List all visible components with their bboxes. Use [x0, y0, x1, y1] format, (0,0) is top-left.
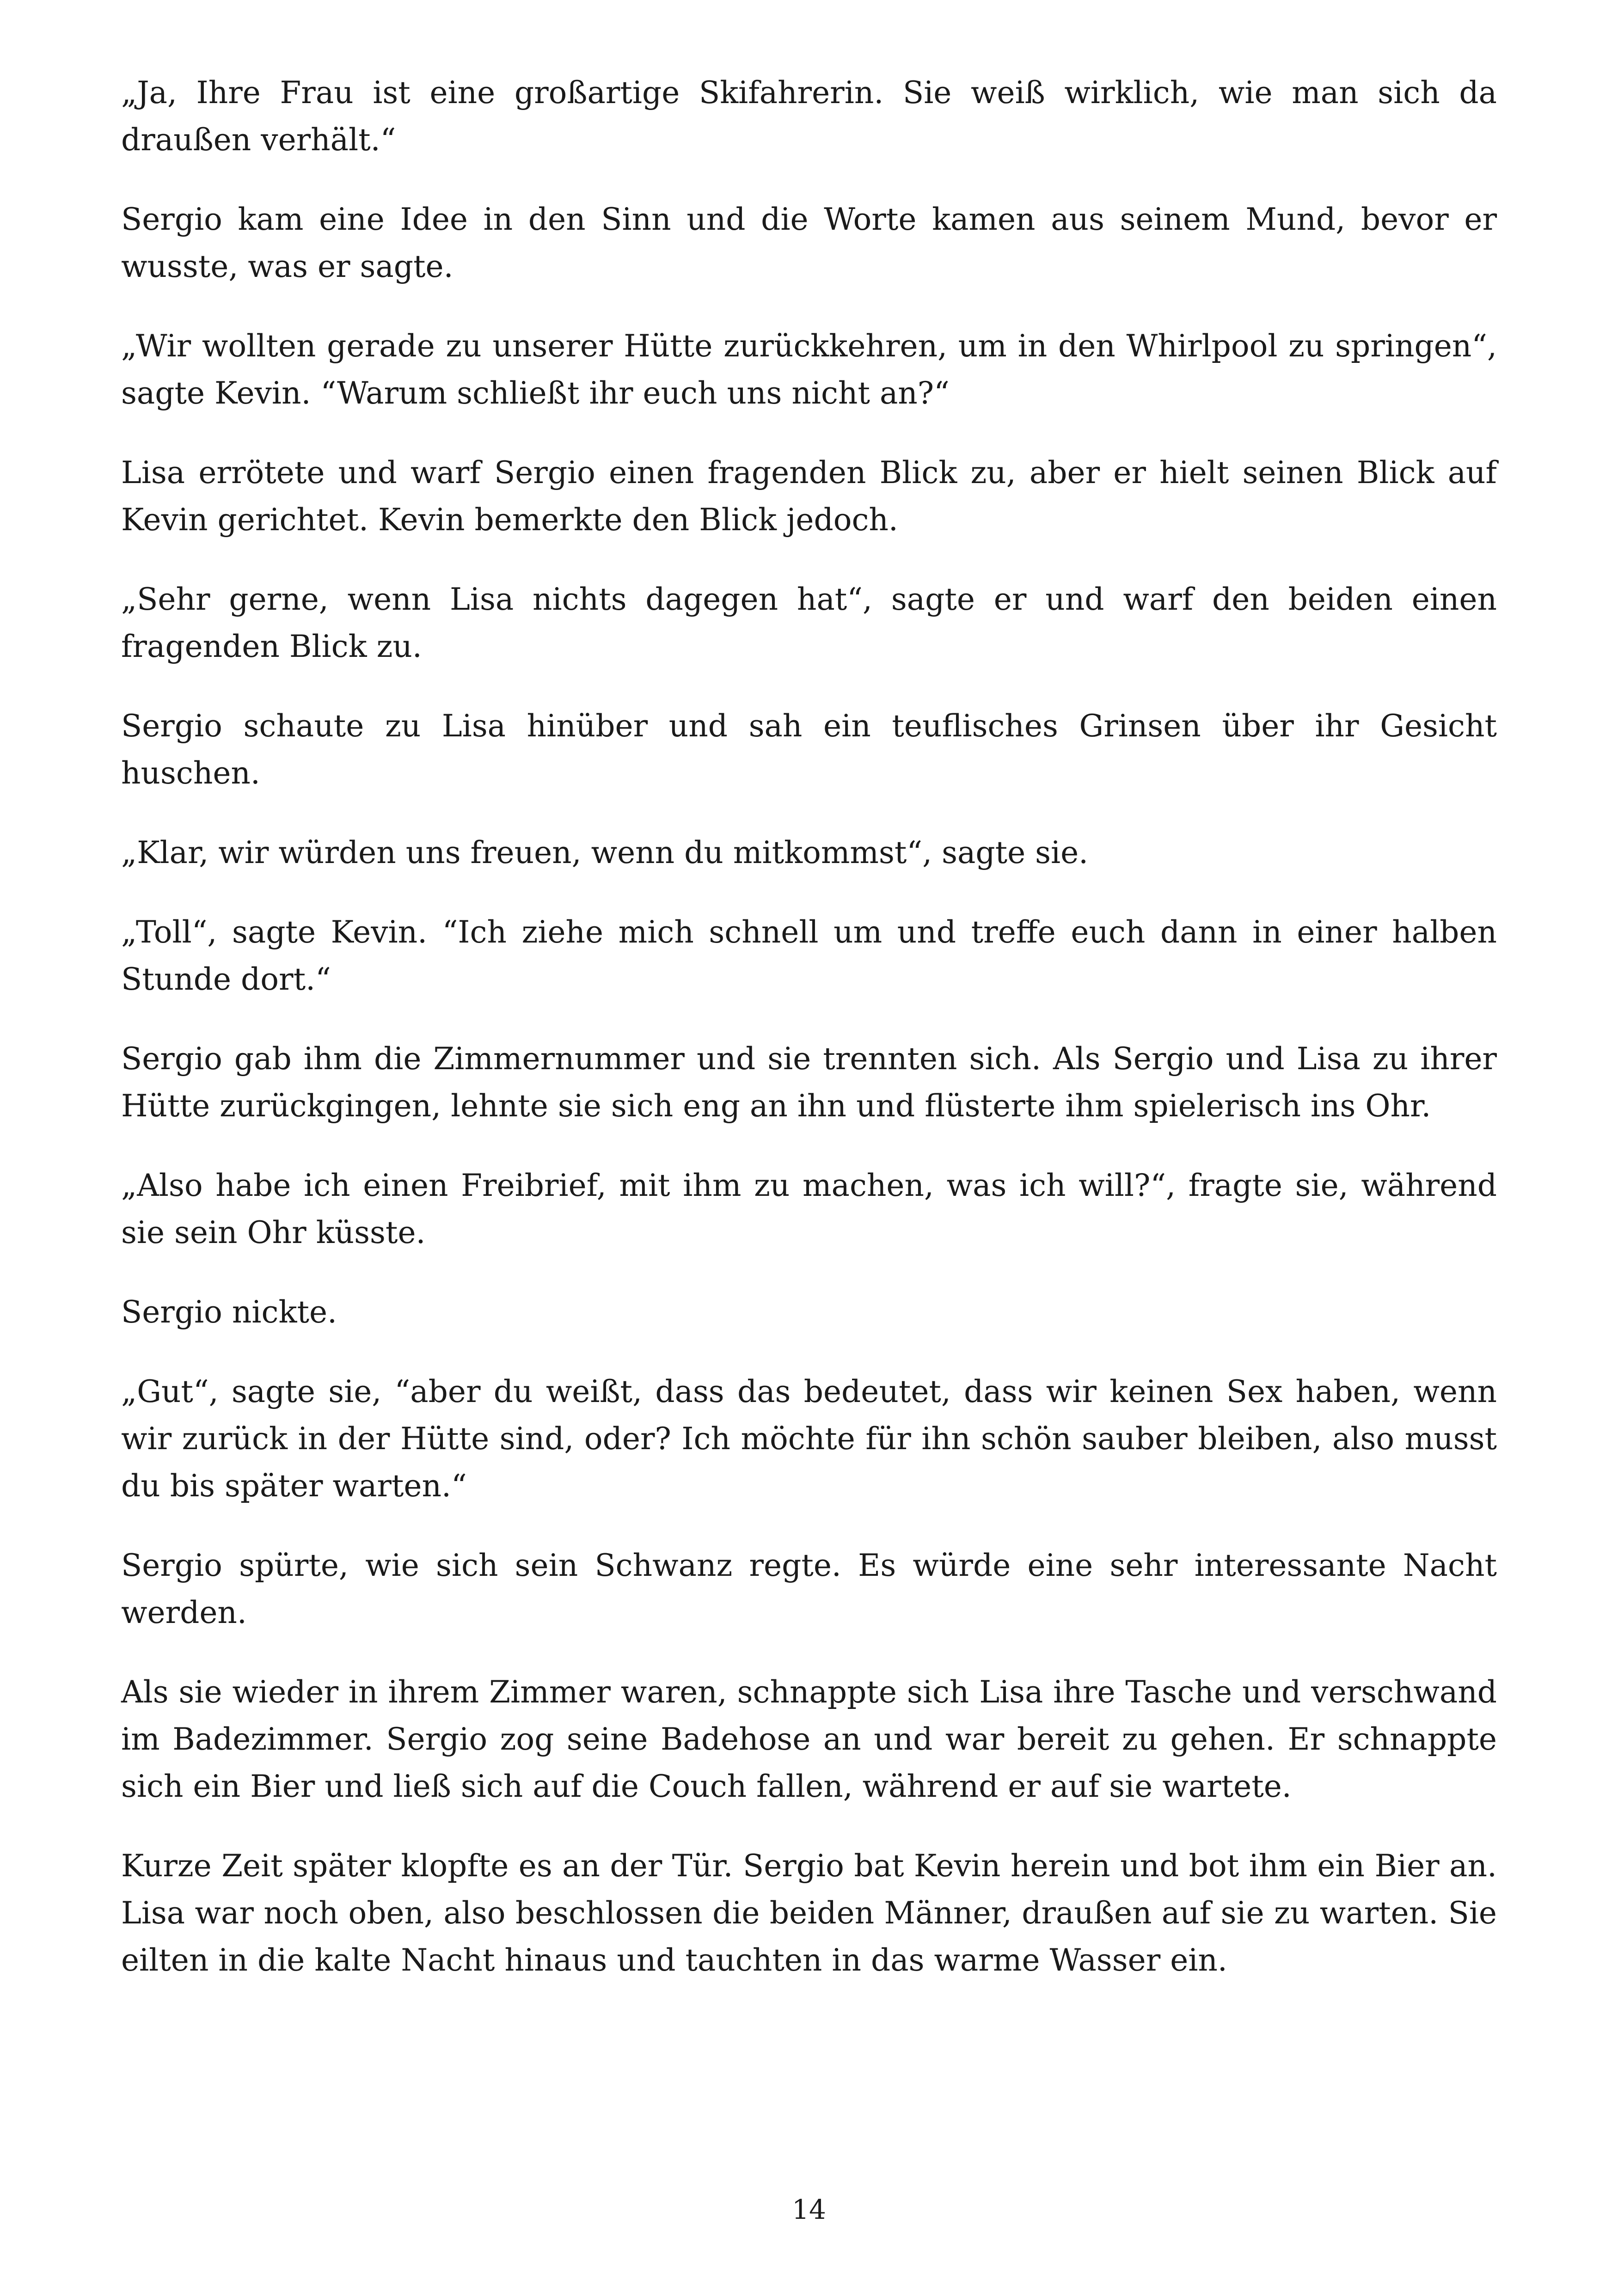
paragraph: Sergio kam eine Idee in den Sinn und die Worte kamen aus seinem Mund, bevor er wusste, was er sagte.	[121, 202, 1497, 284]
paragraph: „Toll“, sagte Kevin. “Ich ziehe mich schnell um und treffe euch dann in einer halben Stunde dort.“	[121, 914, 1497, 997]
paragraph: „Klar, wir würden uns freuen, wenn du mitkommst“, sagte sie.	[121, 835, 1089, 870]
paragraph: Sergio nickte.	[121, 1294, 337, 1330]
paragraph: „Sehr gerne, wenn Lisa nichts dagegen hat“, sagte er und warf den beiden einen fragenden Blick zu.	[121, 582, 1497, 664]
paragraph: „Ja, Ihre Frau ist eine großartige Skifahrerin. Sie weiß wirklich, wie man sich da draußen verhält.“	[121, 75, 1497, 158]
paragraph: „Gut“, sagte sie, “aber du weißt, dass das bedeutet, dass wir keinen Sex haben, wenn wir zurück in der Hütte sind, oder? Ich möchte für ihn schön sauber bleiben, also musst du bis später warten.“	[121, 1374, 1497, 1504]
paragraph: „Wir wollten gerade zu unserer Hütte zurückkehren, um in den Whirlpool zu springen“, sagte Kevin. “Warum schließt ihr euch uns nicht an?“	[121, 328, 1497, 411]
paragraph: Lisa errötete und warf Sergio einen fragenden Blick zu, aber er hielt seinen Blick auf Kevin gerichtet. Kevin bemerkte den Blick jedoch.	[121, 455, 1497, 538]
paragraph: Als sie wieder in ihrem Zimmer waren, schnappte sich Lisa ihre Tasche und verschwand im Badezimmer. Sergio zog seine Badehose an und war bereit zu gehen. Er schnappte sich ein Bier und ließ sich auf die Couch fallen, während er auf sie wartete.	[121, 1674, 1497, 1804]
body-text	[121, 69, 1497, 2016]
paragraph: Kurze Zeit später klopfte es an der Tür. Sergio bat Kevin herein und bot ihm ein Bier an. Lisa war noch oben, also beschlossen die beiden Männer, draußen auf sie zu warten. Sie eilten in die kalte Nacht hinaus und tauchten in das warme Wasser ein.	[121, 1848, 1497, 1978]
paragraph: Sergio spürte, wie sich sein Schwanz regte. Es würde eine sehr interessante Nacht werden.	[121, 1548, 1497, 1630]
paragraph: Sergio gab ihm die Zimmernummer und sie trennten sich. Als Sergio und Lisa zu ihrer Hütte zurückgingen, lehnte sie sich eng an ihn und flüsterte ihm spielerisch ins Ohr.	[121, 1041, 1497, 1124]
page-number: 14	[792, 2194, 826, 2225]
paragraph: Sergio schaute zu Lisa hinüber und sah ein teuflisches Grinsen über ihr Gesicht huschen.	[121, 708, 1497, 791]
paragraph: „Also habe ich einen Freibrief, mit ihm zu machen, was ich will?“, fragte sie, während sie sein Ohr küsste.	[121, 1168, 1497, 1250]
